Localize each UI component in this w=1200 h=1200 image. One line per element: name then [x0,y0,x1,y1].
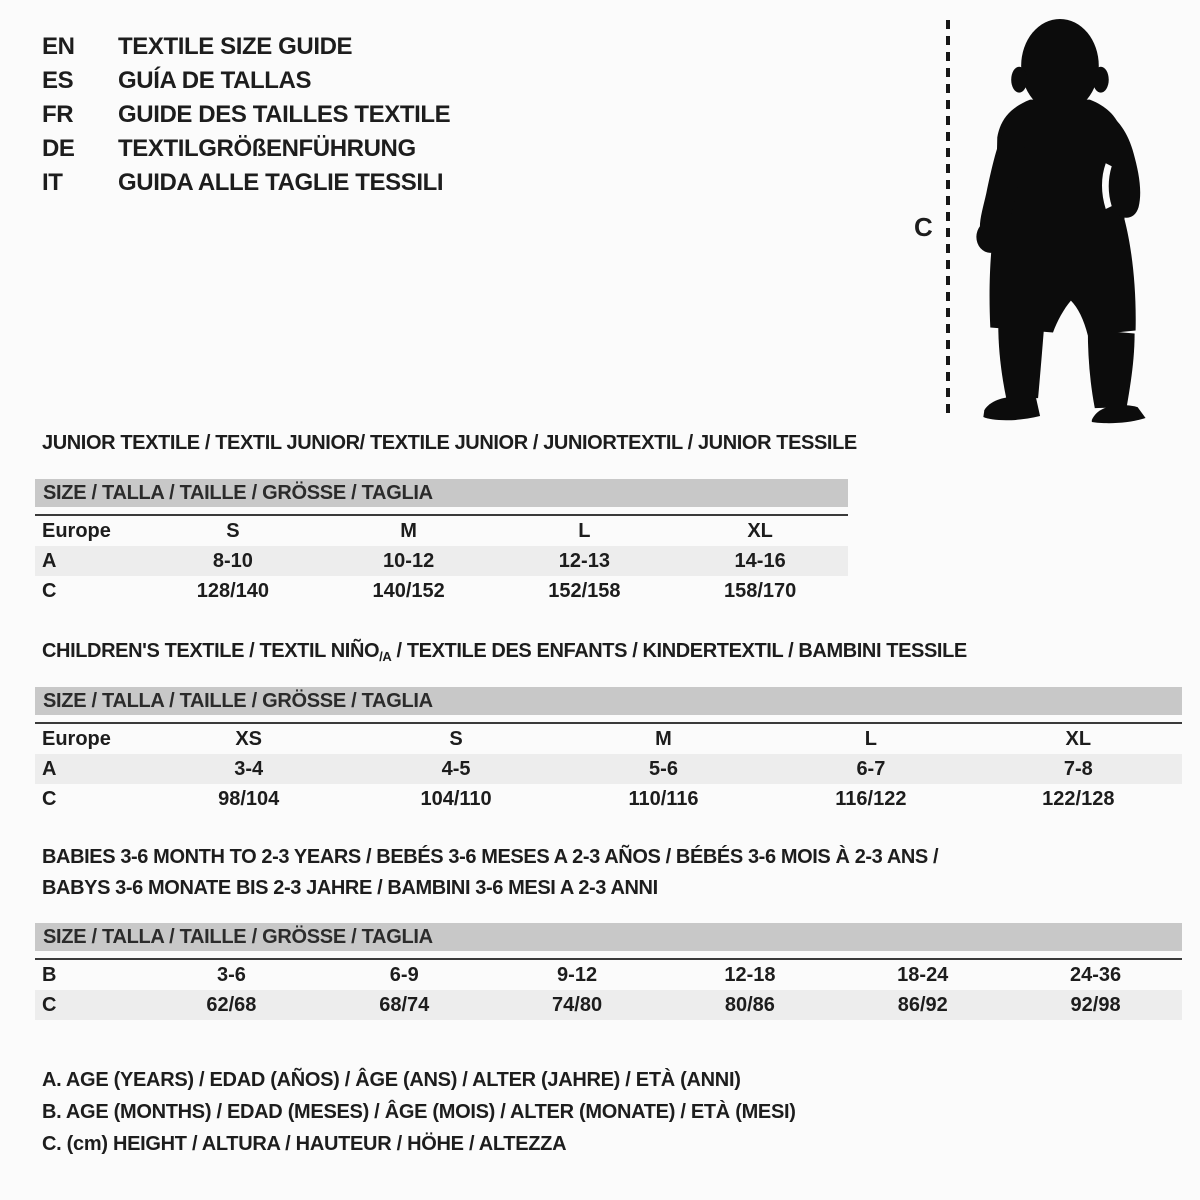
size-header-bar: SIZE / TALLA / TAILLE / GRÖSSE / TAGLIA [35,687,1182,715]
size-header-bar: SIZE / TALLA / TAILLE / GRÖSSE / TAGLIA [35,923,1182,951]
table-cell: XS [235,728,263,750]
table-cell: 14-16 [734,550,786,572]
babies-section-title [42,842,938,904]
lang-title: GUIDA ALLE TAGLIE TESSILI [118,169,444,196]
table-cell: 3-4 [234,758,264,780]
babies-table-body [35,958,1182,1020]
table-cell: 86/92 [897,994,948,1016]
toddler-silhouette-icon [958,16,1148,424]
table-row-age [35,546,848,576]
table-cell: L [864,728,877,750]
children-title-rest: / TEXTILE DES ENFANTS / KINDERTEXTIL / BAMBINI TESSILE [391,640,967,662]
lang-code: FR [42,101,74,128]
table-cell: 3-6 [216,964,246,986]
table-cell: 80/86 [724,994,775,1016]
table-cell: L [578,520,591,542]
children-section-title [42,640,967,664]
table-cell: 12-13 [558,550,610,572]
table-cell: M [400,520,417,542]
row-label: A [42,550,57,572]
lang-title: TEXTILGRÖßENFÜHRUNG [118,135,416,162]
legend-line-a: A. AGE (YEARS) / EDAD (AÑOS) / ÂGE (ANS) / ALTER (JAHRE) / ETÀ (ANNI) [42,1069,741,1091]
table-cell: 116/122 [835,788,907,810]
lang-title: GUÍA DE TALLAS [118,67,312,94]
height-dashed-line [946,20,950,416]
table-cell: 104/110 [420,788,492,810]
table-cell: 8-10 [212,550,253,572]
lang-code: EN [42,33,75,60]
table-cell: 5-6 [649,758,678,780]
table-cell: 6-9 [389,964,419,986]
row-label: B [42,964,57,986]
row-label: C [42,994,57,1016]
table-row-europe [35,516,848,546]
table-row-height [35,990,1182,1020]
table-cell: 18-24 [897,964,949,986]
table-cell: 158/170 [723,580,797,602]
height-measure-label: C [914,212,933,242]
table-cell: 98/104 [218,788,280,810]
legend-line-b: B. AGE (MONTHS) / EDAD (MESES) / ÂGE (MOIS) / ALTER (MONATE) / ETÀ (MESI) [42,1101,796,1123]
table-cell: 110/116 [628,788,699,810]
row-label: C [42,788,57,810]
lang-code: ES [42,67,74,94]
children-table-body [35,722,1182,814]
children-title-subscript: /A [379,649,392,664]
junior-table-body [35,514,848,606]
row-label: C [42,580,57,602]
table-cell: S [226,520,240,542]
measure-legend [42,1064,796,1160]
size-header-bar: SIZE / TALLA / TAILLE / GRÖSSE / TAGLIA [35,479,848,507]
table-row-height [35,576,848,606]
row-label: A [42,758,57,780]
table-cell: 74/80 [552,994,603,1016]
lang-row-fr [42,98,450,132]
table-cell: 12-18 [724,964,776,986]
children-size-table [35,687,1182,814]
lang-code: DE [42,135,75,162]
table-cell: M [655,728,672,750]
junior-section-title: JUNIOR TEXTILE / TEXTIL JUNIOR/ TEXTILE JUNIOR / JUNIORTEXTIL / JUNIOR TESSILE [42,432,857,454]
table-cell: 128/140 [196,580,270,602]
table-cell: 122/128 [1042,788,1115,810]
table-cell: 6-7 [856,758,886,780]
lang-title: TEXTILE SIZE GUIDE [118,33,353,60]
table-row-europe [35,724,1182,754]
table-cell: 4-5 [441,758,471,780]
table-cell: 24-36 [1069,964,1122,986]
lang-row-es [42,64,450,98]
table-cell: 140/152 [372,580,445,602]
lang-row-it [42,166,450,200]
table-cell: S [449,728,463,750]
row-label: Europe [42,728,111,750]
babies-title-line-2: BABYS 3-6 MONATE BIS 2-3 JAHRE / BAMBINI 3-6 MESI A 2-3 ANNI [42,877,658,899]
table-cell: 7-8 [1063,758,1093,780]
table-cell: 152/158 [548,580,621,602]
table-row-age [35,754,1182,784]
legend-line-c: C. (cm) HEIGHT / ALTURA / HAUTEUR / HÖHE / ALTEZZA [42,1133,567,1155]
row-label: Europe [42,520,111,542]
lang-row-de [42,132,450,166]
table-cell: XL [747,520,773,542]
language-title-list [42,30,450,200]
table-cell: 62/68 [206,994,257,1016]
junior-size-table [35,479,848,606]
table-row-height [35,784,1182,814]
table-row-months [35,960,1182,990]
babies-title-line-1: BABIES 3-6 MONTH TO 2-3 YEARS / BEBÉS 3-6 MESES A 2-3 AÑOS / BÉBÉS 3-6 MOIS À 2-3 ANS / [42,846,939,868]
lang-title: GUIDE DES TAILLES TEXTILE [118,101,451,128]
lang-code: IT [42,169,63,196]
lang-row-en [42,30,450,64]
babies-size-table [35,923,1182,1020]
table-cell: 68/74 [379,994,430,1016]
table-cell: 9-12 [557,964,598,986]
table-cell: XL [1065,728,1092,750]
table-cell: 10-12 [383,550,435,572]
table-cell: 92/98 [1070,994,1121,1016]
children-title-main: CHILDREN'S TEXTILE / TEXTIL NIÑO [42,640,380,662]
